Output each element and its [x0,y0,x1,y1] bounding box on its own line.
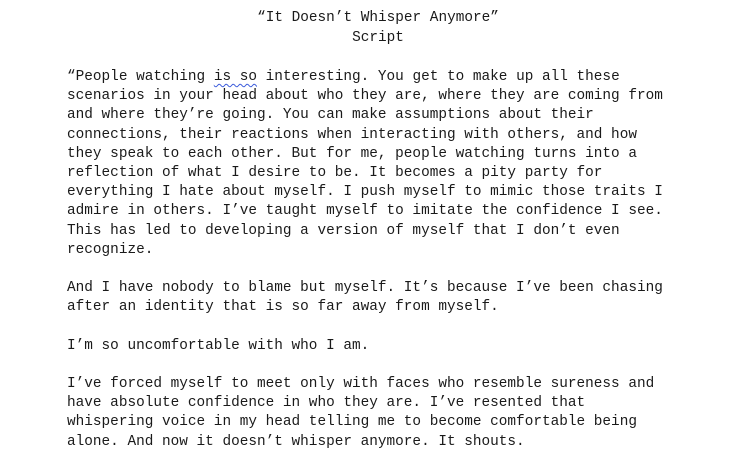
text-line: and where they’re going. You can make assumptions about their [67,107,594,124]
document-title: “It Doesn’t Whisper Anymore” [257,10,499,26]
spellcheck-flagged-text[interactable]: is so [213,69,257,85]
text-line: they speak to each other. But for me, people watching turns into a [67,145,637,162]
paragraph-1 [67,68,747,260]
text-line: “People watching is so interesting. You get to make up all these [67,69,620,85]
text-line: And I have nobody to blame but myself. It’s because I’ve been chasing [67,280,663,297]
text-line: I’m so uncomfortable with who I am. [67,337,370,354]
document-body [67,68,747,452]
paragraph-2 [67,279,747,317]
text-line: recognize. [67,241,154,258]
text-line: I’ve forced myself to meet only with faces who resemble sureness and [67,376,655,392]
text-line: everything I hate about myself. I push myself to mimic those traits I [67,184,663,201]
text-line: scenarios in your head about who they are, where they are coming from [67,88,663,105]
text-line: connections, their reactions when interacting with others, and how [67,126,637,143]
text-line: whispering voice in my head telling me to become comfortable being [67,414,637,431]
paragraph-4 [67,375,747,452]
text-line: after an identity that is so far away from myself. [67,299,499,316]
paragraph-3 [67,337,747,356]
text-line: This has led to developing a version of myself that I don’t even [67,222,620,239]
document-subtitle: Script [352,30,404,46]
text-line: reflection of what I desire to be. It becomes a pity party for [67,164,603,181]
text-line: have absolute confidence in who they are. I’ve resented that [67,395,586,412]
text-line: alone. And now it doesn’t whisper anymore. It shouts. [67,433,525,450]
text-line: admire in others. I’ve taught myself to imitate the confidence I see. [67,203,663,220]
